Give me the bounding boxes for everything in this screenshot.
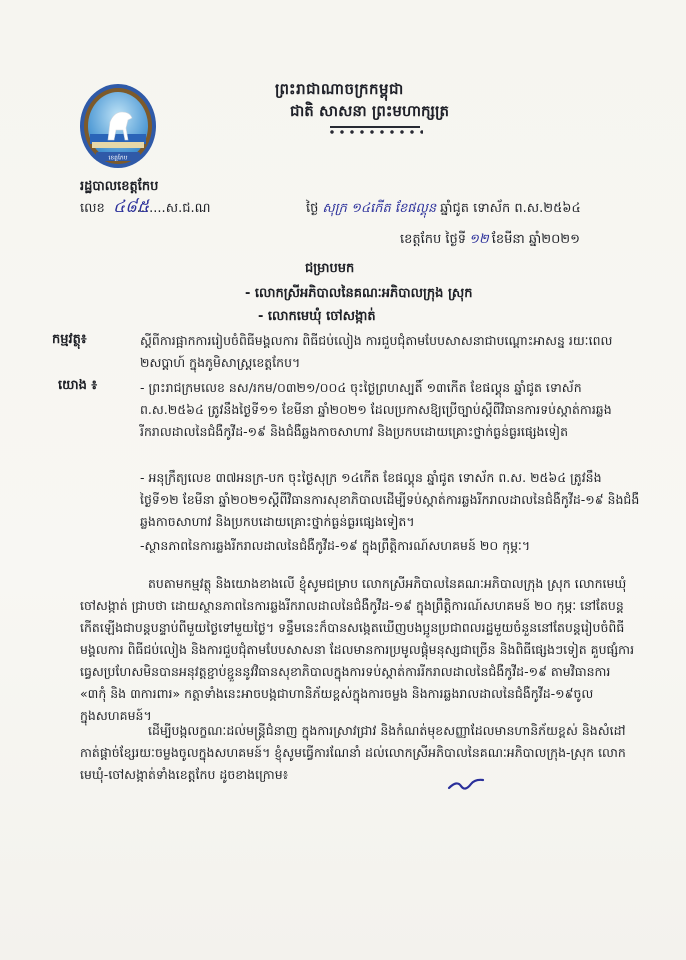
lunar-date-rest: ឆ្នាំជូត ទោស័ក ព.ស.២៥៦៤ (440, 201, 581, 216)
recipient-line-1: - លោកស្រីអភិបាលនៃគណៈអភិបាលក្រុង ស្រុក (245, 286, 473, 301)
reference-suffix: .......ស.ជ.ណ (136, 201, 211, 216)
solar-date-prefix: ខេត្តកែប ថ្ងៃទី (400, 232, 467, 247)
motto-divider-ornament (327, 129, 423, 135)
body-paragraph-2: ដើម្បីបង្កលក្ខណៈដល់មន្ត្រីជំនាញ ក្នុងការស្រាវជ្រាវ និងកំណត់មុខសញ្ញាដែលមានហានិភ័យខ្ពស់ និងសំដៅកាត់ផ្តាច់ខ្សែរយៈចម្លងចូលក្នុងសហគមន៍។ ខ្ញុំសូមធ្វើការណែនាំ ដល់លោកស្រីអភិបាលនៃគណៈអភិបាលក្រុង-ស្រុក លោកមេឃុំ-ចៅសង្កាត់ទាំងខេត្តកែប ដូចខាងក្រោម៖ (80, 723, 626, 782)
lunar-date-prefix: ថ្ងៃ (306, 201, 319, 216)
reference-label: លេខ (80, 201, 105, 216)
lunar-date-handwritten: សុក្រ ១៤កើត ខែផល្គុន (322, 201, 437, 216)
subject-text: ស្តីពីការផ្អាកការរៀបចំពិធីមង្គលការ ពិធីជប់លៀង ការជួបជុំតាមបែបសាសនាជាបណ្តោះអាសន្ន រយៈពេល ២សប្តាហ៍ ក្នុងភូមិសាស្ត្រខេត្តកែប។ (140, 333, 613, 370)
reference-item: - ព្រះរាជក្រមលេខ នស/រកម/០៣២១/០០៤ ចុះថ្ងៃព្រហស្បតិ៍ ១៣កើត ខែផល្គុន ឆ្នាំជូត ទោស័ក ព.ស.២៥៦៤ ត្រូវនឹងថ្ងៃទី១១ ខែមីនា ឆ្នាំ២០២១ ដែលប្រកាសឱ្យប្រើច្បាប់ស្តីពីវិធានការទប់ស្កាត់ការឆ្លងរីករាលដាលនៃជំងឺកូវីដ-១៩ និងជំងឺឆ្លងកាចសាហាវ និងប្រកបដោយគ្រោះថ្នាក់ធ្ងន់ធ្ងរផ្សេងទៀត (140, 380, 612, 439)
body-paragraph-1: តបតាមកម្មវត្ថុ និងយោងខាងលើ ខ្ញុំសូមជម្រាប លោកស្រីអភិបាលនៃគណៈអភិបាលក្រុង ស្រុក លោកមេឃុំ ចៅសង្កាត់ ជ្រាបថា ដោយស្ថានភាពនៃការឆ្លងរីករាលដាលនៃជំងឺកូវីដ-១៩ ក្នុងព្រឹត្តិការណ៍សហគមន៍ ២០ កុម្ភៈ នៅតែបន្តកើតឡើងជាបន្តបន្ទាប់ពីមួយថ្ងៃទៅមួយថ្ងៃ។ ទន្ទឹមនេះក៏បានសង្កេតឃើញបងប្អូនប្រជាពលរដ្ឋមួយចំនួននៅតែបន្តរៀបចំពិធីមង្គលការ ពិធីជប់លៀង និងការជួបជុំតាមបែបសាសនា ដែលមានការប្រមូលផ្តុំមនុស្សជាច្រើន និងពិធីផ្សេងៗទៀត គួបផ្សំការធ្វេសប្រហែសមិនបានអនុវត្តខ្ជាប់ខ្ជួននូវវិធានសុខាភិបាលក្នុងការទប់ស្កាត់ការរីករាលដាលនៃជំងឺកូវីដ-១៩ តាមវិធានការ «៣កុំ និង ៣ការពារ» កត្តាទាំងនេះអាចបង្កជាហានិភ័យខ្ពស់ក្នុងការចម្លង និងការឆ្លងរាលដាលនៃជំងឺកូវីដ-១៩ចូលក្នុងសហគមន៍។ (80, 576, 635, 723)
kingdom-title: ព្រះរាជាណាចក្រកម្ពុជា (275, 80, 404, 98)
salutation: ជម្រាបមក (305, 261, 355, 276)
reference-item: - អនុក្រឹត្យលេខ ៣៧អនក្រ-បក ចុះថ្ងៃសុក្រ ១៤កើត ខែផល្គុន ឆ្នាំជូត ទោស័ក ព.ស. ២៥៦៤ ត្រូវនឹងថ្ងៃទី១២ ខែមីនា ឆ្នាំ២០២១ស្តីពីវិធានការសុខាភិបាលដើម្បីទប់ស្កាត់ការឆ្លងរីករាលដាលនៃជំងឺកូវីដ-១៩ និងជំងឺឆ្លងកាចសាហាវ និងប្រកបដោយគ្រោះថ្នាក់ធ្ងន់ធ្ងរផ្សេងទៀត។ (140, 470, 640, 529)
motto-divider (330, 126, 420, 128)
kep-province-seal-logo (78, 82, 158, 174)
subject-label: កម្មវត្ថុ៖ (52, 332, 87, 347)
solar-date-line (400, 231, 580, 250)
reference-item: -ស្ថានភាពនៃការឆ្លងរីករាលដាលនៃជំងឺកូវីដ-១៩ ក្នុងព្រឹត្តិការណ៍សហគមន៍ ២០ កុម្ភៈ។ (140, 538, 531, 553)
reference-handwritten-number: ៤៨៥ (113, 197, 150, 217)
issuing-office: រដ្ឋបាលខេត្តកែប (80, 179, 159, 194)
logo-text: ខេត្តកែប (108, 154, 128, 162)
lunar-date-line (306, 200, 581, 219)
national-motto: ជាតិ សាសនា ព្រះមហាក្សត្រ (290, 102, 449, 120)
solar-date-rest: ខែមីនា ឆ្នាំ២០២១ (491, 232, 580, 247)
references-label: យោង ៖ (58, 378, 98, 393)
handwritten-checkmark (447, 776, 485, 796)
recipient-line-2: - លោកមេឃុំ ចៅសង្កាត់ (258, 309, 376, 324)
solar-date-handwritten: ១២ (469, 232, 489, 247)
